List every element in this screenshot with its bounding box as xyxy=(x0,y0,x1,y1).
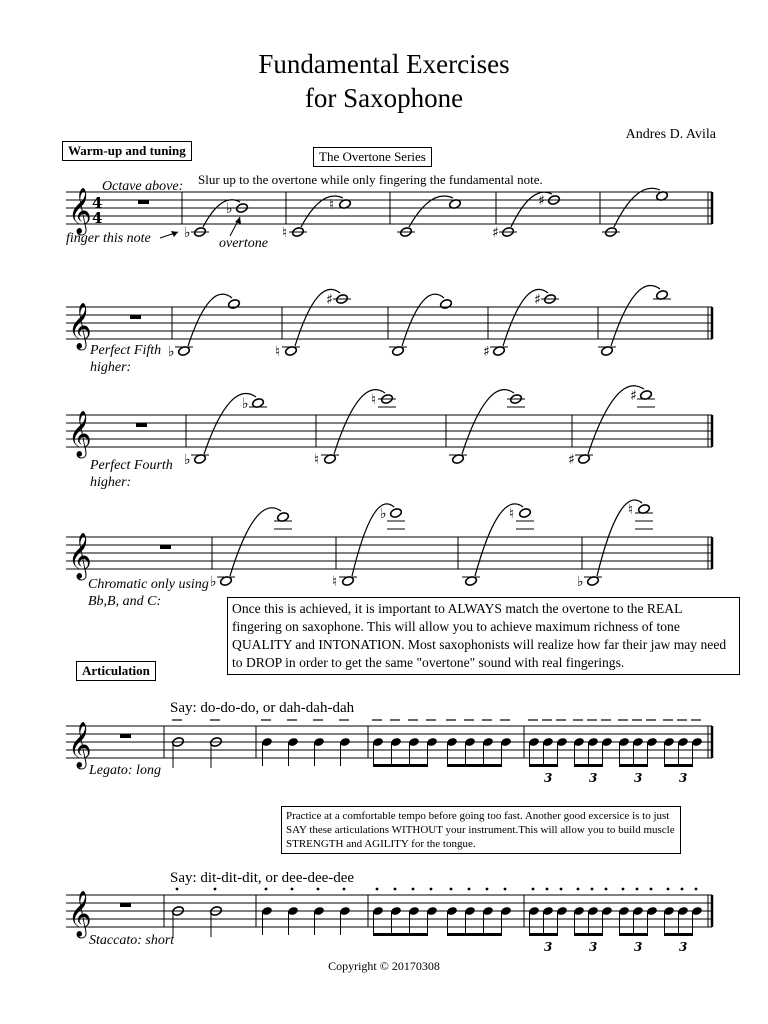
sharp-icon: ♯ xyxy=(326,292,333,308)
slur xyxy=(203,200,240,227)
beam xyxy=(373,764,428,767)
beam xyxy=(447,933,502,936)
staccato-dot-icon xyxy=(650,888,653,891)
say-legato: Say: do-do-do, or dah-dah-dah xyxy=(170,700,355,716)
beam xyxy=(529,764,558,767)
staccato-dot-icon xyxy=(546,888,549,891)
slur xyxy=(503,289,548,346)
whole-rest xyxy=(136,423,147,427)
slur xyxy=(597,500,642,576)
perfect-fifth-label-2: higher: xyxy=(90,360,132,375)
flat-icon: ♭ xyxy=(226,201,233,217)
staccato-dot-icon xyxy=(265,888,268,891)
chromatic-label-2: Bb,B, and C: xyxy=(88,594,162,609)
slur xyxy=(611,286,660,346)
slur xyxy=(230,508,281,576)
slur xyxy=(475,504,523,576)
beam xyxy=(619,764,648,767)
beam xyxy=(664,933,693,936)
staccato-dot-icon xyxy=(176,888,179,891)
composer: Andres D. Avila xyxy=(625,127,716,142)
perfect-fourth-label-1: Perfect Fourth xyxy=(90,458,173,473)
beam xyxy=(574,933,603,936)
octave-above-label: Octave above: xyxy=(102,179,184,194)
overtone-instruction: Slur up to the overtone while only fingering the fundamental note. xyxy=(198,172,543,187)
sharp-icon: ♯ xyxy=(630,388,637,404)
staccato-dot-icon xyxy=(504,888,507,891)
slur xyxy=(334,390,385,454)
natural-icon: ♮ xyxy=(329,197,335,213)
slur xyxy=(462,390,514,454)
beam xyxy=(619,933,648,936)
natural-icon: ♮ xyxy=(509,506,515,522)
natural-icon: ♮ xyxy=(275,344,281,360)
staccato-dot-icon xyxy=(214,888,217,891)
staccato-dot-icon xyxy=(450,888,453,891)
triplet-mark: 3 xyxy=(544,940,553,954)
sharp-icon: ♯ xyxy=(538,193,545,209)
perfect-fifth-label-1: Perfect Fifth xyxy=(90,343,162,358)
half-note xyxy=(519,508,532,519)
staccato-dot-icon xyxy=(468,888,471,891)
staccato-dot-icon xyxy=(394,888,397,891)
staccato-dot-icon xyxy=(681,888,684,891)
flat-icon: ♭ xyxy=(184,225,191,241)
natural-icon: ♮ xyxy=(282,225,288,241)
staccato-dot-icon xyxy=(560,888,563,891)
half-note xyxy=(228,299,241,310)
slur xyxy=(188,294,232,346)
staccato-dot-icon xyxy=(317,888,320,891)
triplet-mark: 3 xyxy=(679,940,688,954)
whole-rest xyxy=(120,903,131,907)
triplet-mark: 3 xyxy=(679,771,688,785)
treble-clef-icon: 𝄞 xyxy=(68,533,92,579)
sharp-icon: ♯ xyxy=(492,225,499,241)
treble-clef-icon: 𝄞 xyxy=(68,722,92,768)
title-line-1: Fundamental Exercises xyxy=(258,49,510,79)
slur xyxy=(409,196,453,227)
staccato-dot-icon xyxy=(343,888,346,891)
staccato-dot-icon xyxy=(622,888,625,891)
triplet-mark: 3 xyxy=(589,771,598,785)
beam xyxy=(447,764,502,767)
staccato-dot-icon xyxy=(532,888,535,891)
whole-rest xyxy=(138,200,149,204)
whole-rest xyxy=(130,315,141,319)
staccato-dot-icon xyxy=(376,888,379,891)
flat-icon: ♭ xyxy=(577,574,584,590)
treble-clef-icon: 𝄞 xyxy=(68,303,92,349)
triplet-mark: 3 xyxy=(634,771,643,785)
beam xyxy=(529,933,558,936)
beam xyxy=(664,764,693,767)
articulation-section-label: Articulation xyxy=(76,661,156,681)
beam xyxy=(574,764,603,767)
staccato-dot-icon xyxy=(667,888,670,891)
time-signature-bottom: 4 xyxy=(92,209,103,227)
flat-icon: ♭ xyxy=(168,344,175,360)
legato-label: Legato: long xyxy=(89,763,161,778)
natural-icon: ♮ xyxy=(628,502,634,518)
staccato-dot-icon xyxy=(636,888,639,891)
chromatic-label-1: Chromatic only using xyxy=(88,577,209,592)
half-note xyxy=(390,508,403,519)
staccato-dot-icon xyxy=(695,888,698,891)
flat-icon: ♭ xyxy=(242,396,249,412)
staccato-dot-icon xyxy=(486,888,489,891)
whole-rest xyxy=(120,734,131,738)
sharp-icon: ♯ xyxy=(568,452,575,468)
staccato-dot-icon xyxy=(412,888,415,891)
staccato-dot-icon xyxy=(291,888,294,891)
natural-icon: ♮ xyxy=(371,392,377,408)
beam xyxy=(373,933,428,936)
flat-icon: ♭ xyxy=(210,574,217,590)
triplet-mark: 3 xyxy=(589,940,598,954)
slur xyxy=(352,504,394,576)
arrow-head-icon xyxy=(235,217,241,224)
staccato-dot-icon xyxy=(577,888,580,891)
natural-icon: ♮ xyxy=(314,452,320,468)
staccato-dot-icon xyxy=(591,888,594,891)
slur xyxy=(511,192,552,227)
overtone-label: overtone xyxy=(219,236,268,251)
time-signature-top: 4 xyxy=(92,194,103,212)
copyright: Copyright © 20170308 xyxy=(328,959,440,973)
treble-clef-icon: 𝄞 xyxy=(68,891,92,937)
overtone-series-box: The Overtone Series xyxy=(313,147,432,167)
staccato-dot-icon xyxy=(605,888,608,891)
treble-clef-icon: 𝄞 xyxy=(68,188,92,234)
staccato-label: Staccato: short xyxy=(89,933,175,948)
staccato-dot-icon xyxy=(430,888,433,891)
sharp-icon: ♯ xyxy=(483,344,490,360)
perfect-fourth-label-2: higher: xyxy=(90,475,132,490)
slur xyxy=(301,196,343,227)
sharp-icon: ♯ xyxy=(534,292,541,308)
overtone-note-box: Once this is achieved, it is important to ALWAYS match the overtone to the REAL fingering on saxophone. This will allow you to achieve maximum richness of tone QUALITY and INTONATION. Most saxophonists will realize how far their jaw may need to DROP in order to get the same "overtone" sound with real fingerings. xyxy=(227,597,740,675)
flat-icon: ♭ xyxy=(380,506,387,522)
title-line-2: for Saxophone xyxy=(304,83,464,113)
natural-icon: ♮ xyxy=(332,574,338,590)
triplet-mark: 3 xyxy=(634,940,643,954)
say-staccato: Say: dit-dit-dit, or dee-dee-dee xyxy=(170,870,355,886)
half-note xyxy=(440,299,453,310)
flat-icon: ♭ xyxy=(184,452,191,468)
warmup-section-label: Warm-up and tuning xyxy=(62,141,192,161)
triplet-mark: 3 xyxy=(544,771,553,785)
practice-note-box: Practice at a comfortable tempo before going too fast. Another good excersice is to just SAY these articulations WITHOUT your instrument.This will allow you to build muscle STRENGTH and AGILITY for the tongue. xyxy=(281,806,681,854)
slur xyxy=(295,289,340,346)
treble-clef-icon: 𝄞 xyxy=(68,411,92,457)
slur xyxy=(402,294,444,346)
whole-rest xyxy=(160,545,171,549)
finger-this-note-label: finger this note xyxy=(66,231,151,246)
